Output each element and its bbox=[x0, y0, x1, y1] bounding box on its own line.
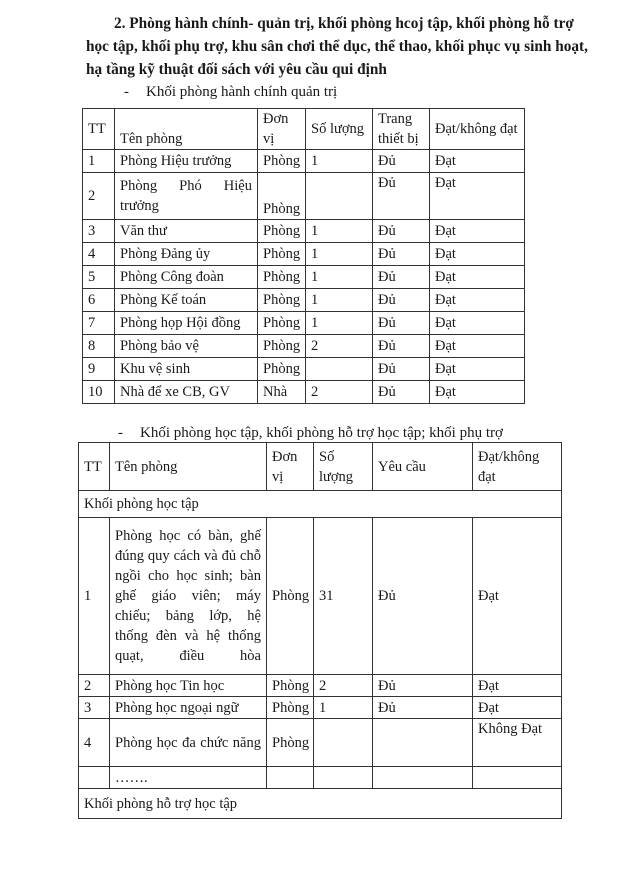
table-cell: 6 bbox=[83, 289, 115, 312]
table-cell: Đủ bbox=[373, 381, 430, 404]
table-cell: Phòng bbox=[258, 266, 306, 289]
table-cell: Phòng bbox=[258, 220, 306, 243]
caption-text: Khối phòng hành chính quản trị bbox=[146, 84, 338, 100]
table-cell: 2 bbox=[79, 675, 110, 697]
column-header: TT bbox=[79, 443, 110, 491]
column-header: TT bbox=[83, 109, 115, 150]
column-header: Số lượng bbox=[306, 109, 373, 150]
table-cell: Đạt bbox=[430, 289, 525, 312]
table-cell: Đạt bbox=[430, 173, 525, 220]
table-cell bbox=[267, 767, 314, 789]
table-cell: Đủ bbox=[373, 358, 430, 381]
table-row bbox=[83, 220, 525, 243]
table-cell: Phòng Phó Hiệu trưởng bbox=[115, 173, 258, 220]
table-cell bbox=[314, 719, 373, 767]
table-cell: Đạt bbox=[430, 266, 525, 289]
section-heading bbox=[86, 12, 616, 81]
table-cell: 5 bbox=[83, 266, 115, 289]
table-cell: Phòng Đảng ủy bbox=[115, 243, 258, 266]
table-cell: Phòng bbox=[267, 697, 314, 719]
bullet-dash: - bbox=[118, 425, 123, 441]
table-cell: Đủ bbox=[373, 289, 430, 312]
table-cell: Đạt bbox=[430, 381, 525, 404]
table-cell: 9 bbox=[83, 358, 115, 381]
table-cell bbox=[314, 767, 373, 789]
study-rooms-table bbox=[78, 442, 562, 819]
table-cell: Phòng bbox=[258, 173, 306, 220]
heading-line: hạ tầng kỹ thuật đối sách với yêu cầu qui định bbox=[86, 61, 387, 78]
table-cell: Đạt bbox=[473, 697, 562, 719]
table-row bbox=[83, 312, 525, 335]
table-cell: Đạt bbox=[473, 518, 562, 675]
table-row bbox=[79, 789, 562, 819]
table-cell: Đủ bbox=[373, 266, 430, 289]
table-row bbox=[79, 767, 562, 789]
column-header: Yêu cầu bbox=[373, 443, 473, 491]
table-row bbox=[83, 173, 525, 220]
table-row bbox=[83, 266, 525, 289]
table-cell: Đạt bbox=[430, 335, 525, 358]
table-row bbox=[83, 243, 525, 266]
table-row bbox=[83, 150, 525, 173]
table-cell: 2 bbox=[306, 335, 373, 358]
column-header: Tên phòng bbox=[110, 443, 267, 491]
group-row: Khối phòng học tập bbox=[79, 491, 562, 518]
caption-text: Khối phòng học tập, khối phòng hỗ trợ học tập; khối phụ trợ bbox=[140, 425, 503, 441]
table-cell: 1 bbox=[306, 266, 373, 289]
table-cell: Phòng bbox=[258, 289, 306, 312]
table-cell: Đủ bbox=[373, 675, 473, 697]
table-cell: Đạt bbox=[430, 243, 525, 266]
heading-line: 2. Phòng hành chính- quản trị, khối phòng hcoj tập, khối phòng hỗ trợ bbox=[114, 15, 574, 32]
group-row: Khối phòng hỗ trợ học tập bbox=[79, 789, 562, 819]
table-row bbox=[79, 491, 562, 518]
table-cell: Đủ bbox=[373, 173, 430, 220]
table2-caption bbox=[118, 425, 503, 442]
table-cell: Đủ bbox=[373, 150, 430, 173]
table-cell bbox=[306, 173, 373, 220]
table-cell: 3 bbox=[83, 220, 115, 243]
table-cell: Không Đạt bbox=[473, 719, 562, 767]
table-cell: Phòng Công đoàn bbox=[115, 266, 258, 289]
table-cell bbox=[473, 767, 562, 789]
table-cell: Phòng học đa chức năng bbox=[110, 719, 267, 767]
column-header: Đơn vị bbox=[267, 443, 314, 491]
table-cell: ……. bbox=[110, 767, 267, 789]
table-cell: 7 bbox=[83, 312, 115, 335]
table-cell: Khu vệ sinh bbox=[115, 358, 258, 381]
table-cell bbox=[306, 358, 373, 381]
table-row bbox=[83, 358, 525, 381]
table1-caption bbox=[124, 84, 337, 101]
table-cell: Phòng bbox=[258, 312, 306, 335]
bullet-dash: - bbox=[124, 84, 129, 100]
table-cell: 1 bbox=[306, 289, 373, 312]
table-cell: Đủ bbox=[373, 518, 473, 675]
table-row bbox=[83, 335, 525, 358]
table-cell: Đạt bbox=[430, 150, 525, 173]
table-cell: 1 bbox=[306, 243, 373, 266]
table-cell: 1 bbox=[314, 697, 373, 719]
table-row bbox=[79, 518, 562, 675]
table-row bbox=[83, 109, 525, 150]
table-cell: Nhà để xe CB, GV bbox=[115, 381, 258, 404]
heading-line: học tập, khối phụ trợ, khu sân chơi thể dục, thể thao, khối phục vụ sinh hoạt, bbox=[86, 38, 588, 55]
column-header: Đạt/không đạt bbox=[430, 109, 525, 150]
table-row bbox=[83, 381, 525, 404]
table-row bbox=[83, 289, 525, 312]
table-cell: Phòng bbox=[258, 335, 306, 358]
table-cell: 1 bbox=[83, 150, 115, 173]
table-cell: Phòng bbox=[258, 243, 306, 266]
column-header: Đạt/không đạt bbox=[473, 443, 562, 491]
table-row bbox=[79, 697, 562, 719]
table-cell: Phòng bbox=[258, 150, 306, 173]
table-cell: 1 bbox=[306, 150, 373, 173]
admin-rooms-table bbox=[82, 108, 525, 404]
table-cell: Phòng họp Hội đồng bbox=[115, 312, 258, 335]
table-row bbox=[79, 675, 562, 697]
column-header: Tên phòng bbox=[115, 109, 258, 150]
column-header: Đơn vị bbox=[258, 109, 306, 150]
table-cell: Đủ bbox=[373, 697, 473, 719]
table-cell: 4 bbox=[79, 719, 110, 767]
table-cell: Phòng bảo vệ bbox=[115, 335, 258, 358]
table-cell bbox=[79, 767, 110, 789]
table-cell: Đạt bbox=[430, 358, 525, 381]
table-row bbox=[79, 443, 562, 491]
table-cell: Nhà bbox=[258, 381, 306, 404]
table-cell: Phòng Kế toán bbox=[115, 289, 258, 312]
table-cell: Phòng bbox=[267, 675, 314, 697]
table-cell: 3 bbox=[79, 697, 110, 719]
table-cell: Đạt bbox=[473, 675, 562, 697]
table-cell: Phòng bbox=[258, 358, 306, 381]
table-cell: 2 bbox=[306, 381, 373, 404]
table-cell: 1 bbox=[79, 518, 110, 675]
table-cell: 2 bbox=[83, 173, 115, 220]
table-cell: Đủ bbox=[373, 220, 430, 243]
table-cell: 1 bbox=[306, 312, 373, 335]
table-row bbox=[79, 719, 562, 767]
table-cell: Đủ bbox=[373, 312, 430, 335]
table-cell: 8 bbox=[83, 335, 115, 358]
table-cell bbox=[373, 719, 473, 767]
table-cell: 2 bbox=[314, 675, 373, 697]
table-cell: 1 bbox=[306, 220, 373, 243]
column-header: Trang thiết bị bbox=[373, 109, 430, 150]
table-cell bbox=[373, 767, 473, 789]
table-cell: Đạt bbox=[430, 312, 525, 335]
table-cell: 31 bbox=[314, 518, 373, 675]
table-cell: Văn thư bbox=[115, 220, 258, 243]
table-cell: 10 bbox=[83, 381, 115, 404]
table-cell: Phòng Hiệu trưởng bbox=[115, 150, 258, 173]
column-header: Số lượng bbox=[314, 443, 373, 491]
table-cell: Phòng học có bàn, ghế đúng quy cách và đủ chỗ ngồi cho học sinh; bàn ghế giáo viên; máy chiếu; bảng lớp, hệ thống đèn và hệ thống quạt, điều hòa bbox=[110, 518, 267, 675]
table-cell: Đạt bbox=[430, 220, 525, 243]
table-cell: Đủ bbox=[373, 335, 430, 358]
table-cell: Phòng bbox=[267, 719, 314, 767]
table-cell: Đủ bbox=[373, 243, 430, 266]
table-cell: 4 bbox=[83, 243, 115, 266]
table-cell: Phòng học Tin học bbox=[110, 675, 267, 697]
table-cell: Phòng học ngoại ngữ bbox=[110, 697, 267, 719]
table-cell: Phòng bbox=[267, 518, 314, 675]
